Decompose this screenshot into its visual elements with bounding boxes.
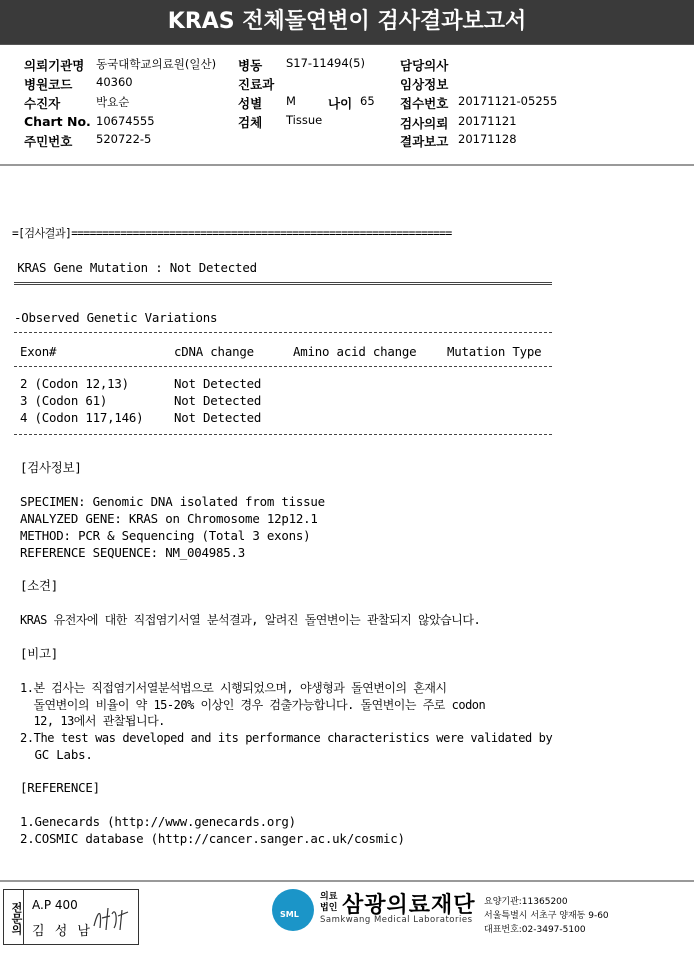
code-value: 40360 bbox=[96, 75, 133, 89]
stamp-name: 김 성 남 bbox=[32, 924, 93, 939]
row-exon: 2 (Codon 12,13) bbox=[20, 376, 129, 391]
double-divider bbox=[14, 282, 552, 285]
col-cdna: cDNA change bbox=[174, 344, 254, 359]
reference-seq-line: REFERENCE SEQUENCE: NM_004985.3 bbox=[20, 545, 246, 560]
chart-value: 10674555 bbox=[96, 114, 155, 128]
doctor-label: 담당의사 bbox=[400, 58, 449, 73]
method-line: METHOD: PCR & Sequencing (Total 3 exons) bbox=[20, 528, 311, 543]
phone: 대표번호:02-3497-5100 bbox=[484, 925, 586, 935]
age-value: 65 bbox=[360, 94, 375, 108]
report-title: KRAS 전체돌연변이 검사결과보고서 bbox=[0, 0, 694, 45]
specimen-value: Tissue bbox=[286, 113, 323, 127]
id-value: 520722-5 bbox=[96, 132, 152, 146]
report-value: 20171128 bbox=[458, 132, 517, 146]
row-cdna: Not Detected bbox=[174, 393, 262, 408]
corp-english-name: Samkwang Medical Laboratories bbox=[320, 915, 473, 925]
report-label: 결과보고 bbox=[400, 134, 449, 149]
care-code: 요양기관:11365200 bbox=[484, 897, 568, 907]
sex-label: 성별 bbox=[238, 96, 263, 111]
code-label: 병원코드 bbox=[24, 77, 73, 92]
corp-name: 삼광의료재단 bbox=[342, 893, 476, 918]
note-section-header: [비고] bbox=[20, 646, 59, 661]
opinion-section-header: [소견] bbox=[20, 578, 59, 593]
reference-1: 1.Genecards (http://www.genecards.org) bbox=[20, 814, 296, 829]
dashed-divider-top bbox=[14, 332, 552, 333]
col-exon: Exon# bbox=[20, 344, 57, 359]
logo-text: SML bbox=[280, 910, 299, 919]
sex-value: M bbox=[286, 94, 296, 108]
chart-label: Chart No. bbox=[24, 114, 91, 129]
hospital-value: 동국대학교의료원(일산) bbox=[96, 57, 217, 71]
stamp-ap-number: A.P 400 bbox=[32, 898, 78, 912]
specimen-line: SPECIMEN: Genomic DNA isolated from tissue bbox=[20, 494, 325, 509]
age-label: 나이 bbox=[328, 96, 353, 111]
col-amino: Amino acid change bbox=[293, 344, 417, 359]
hospital-label: 의뢰기관명 bbox=[24, 58, 85, 73]
pathologist-stamp bbox=[3, 889, 139, 945]
dashed-divider-mid bbox=[14, 366, 552, 367]
variations-header: -Observed Genetic Variations bbox=[14, 310, 218, 325]
row-cdna: Not Detected bbox=[174, 376, 262, 391]
signature-icon bbox=[90, 902, 132, 936]
address: 서울특별시 서초구 양재동 9-60 bbox=[484, 911, 609, 921]
note-1-line-a: 1.본 검사는 직접염기서열분석법으로 시행되었으며, 야생형과 돌연변이의 혼재시 bbox=[20, 681, 447, 695]
dept-label: 진료과 bbox=[238, 77, 275, 92]
request-label: 검사의뢰 bbox=[400, 116, 449, 131]
clinical-label: 임상정보 bbox=[400, 77, 449, 92]
opinion-text: KRAS 유전자에 대한 직접염기서열 분석결과, 알려진 돌연변이는 관찰되지 않았습니다. bbox=[20, 613, 481, 627]
col-type: Mutation Type bbox=[447, 344, 542, 359]
note-2-line-a: 2.The test was developed and its performance characteristics were validated by bbox=[20, 731, 553, 745]
note-2-line-b: GC Labs. bbox=[20, 747, 93, 762]
info-section-header: [검사정보] bbox=[20, 460, 82, 475]
row-cdna: Not Detected bbox=[174, 410, 262, 425]
result-section-header: =[검사결과]============================================================== bbox=[12, 227, 452, 240]
gene-line: ANALYZED GENE: KRAS on Chromosome 12p12.1 bbox=[20, 511, 318, 526]
reference-2: 2.COSMIC database (http://cancer.sanger.ac.uk/cosmic) bbox=[20, 831, 405, 846]
specimen-label: 검체 bbox=[238, 115, 263, 130]
stamp-vertical-label: 전문의 bbox=[4, 890, 24, 944]
result-line: KRAS Gene Mutation : Not Detected bbox=[10, 260, 257, 275]
note-1-line-c: 12, 13에서 관찰됩니다. bbox=[20, 714, 165, 728]
corp-type-line-1: 의료 bbox=[320, 892, 338, 902]
request-value: 20171121 bbox=[458, 114, 517, 128]
id-label: 주민번호 bbox=[24, 134, 73, 149]
corp-type-line-2: 법인 bbox=[320, 903, 338, 913]
row-exon: 3 (Codon 61) bbox=[20, 393, 108, 408]
receipt-label: 접수번호 bbox=[400, 96, 449, 111]
patient-label: 수진자 bbox=[24, 96, 61, 111]
patient-info-panel bbox=[0, 44, 694, 166]
patient-value: 박요순 bbox=[96, 95, 130, 109]
dashed-divider-bottom bbox=[14, 434, 552, 435]
corp-type bbox=[320, 892, 337, 914]
report-footer bbox=[0, 880, 694, 954]
ward-value: S17-11494(5) bbox=[286, 56, 365, 70]
row-exon: 4 (Codon 117,146) bbox=[20, 410, 144, 425]
receipt-value: 20171121-05255 bbox=[458, 94, 558, 108]
note-1-line-b: 돌연변이의 비율이 약 15-20% 이상인 경우 검출가능합니다. 돌연변이는 주로 codon bbox=[20, 698, 486, 712]
ward-label: 병동 bbox=[238, 58, 263, 73]
reference-section-header: [REFERENCE] bbox=[20, 780, 100, 795]
